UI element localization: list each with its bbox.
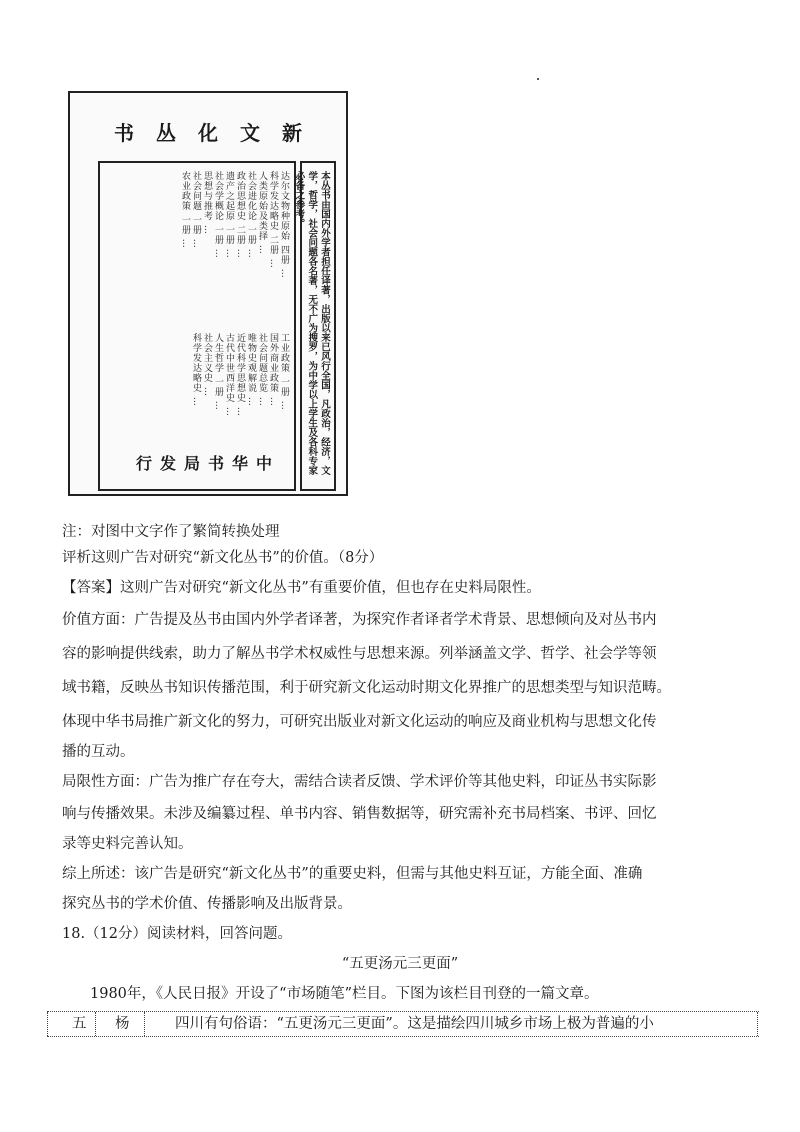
ad-book-entry: 社会进化论 一册 … bbox=[246, 171, 256, 259]
ad-book-entry: 唯物史观解说 … bbox=[246, 333, 256, 407]
ad-book-entry: 社会问题总览 … bbox=[257, 333, 267, 407]
ad-book-entry: 达尔文物种原始 四册 … bbox=[279, 171, 289, 279]
limit-line-1: 局限性方面：广告为推广存在夸大，需结合读者反馈、学术评价等其他史料，印证丛书实际影 bbox=[62, 774, 657, 790]
ad-title: 书丛化文新 bbox=[114, 121, 324, 145]
ad-book-list bbox=[98, 161, 296, 491]
value-line-5: 播的互动。 bbox=[62, 744, 135, 760]
value-line-1: 价值方面：广告提及丛书由国内外学者译著，为探究作者译者学术背景、思想倾向及对丛书内 bbox=[62, 612, 657, 628]
article-table-row bbox=[47, 1011, 759, 1037]
table-cell-3: 四川有句俗语：“五更汤元三更面”。这是描绘四川城乡市场上极为普遍的小 bbox=[175, 1016, 654, 1032]
material-title: “五更汤元三更面” bbox=[341, 956, 459, 972]
speck bbox=[537, 78, 539, 80]
table-cell-1: 五 bbox=[72, 1016, 87, 1032]
ad-book-entry: 科学发达略史 … bbox=[191, 333, 201, 407]
table-cell-2: 杨 bbox=[115, 1016, 130, 1032]
ad-book-entry: 遗产之起原 一册 … bbox=[224, 171, 234, 259]
ad-book-entry: 农业政策 一册 … bbox=[180, 171, 190, 249]
question-line: 评析这则广告对研究“新文化丛书”的价值。（8分） bbox=[62, 550, 384, 566]
ad-book-entry: 人生哲学 一册 … bbox=[213, 333, 223, 411]
ad-book-entry: 近代科学思想史 … bbox=[235, 333, 245, 417]
ad-book-entry: 科学发达略史 二册 … bbox=[268, 171, 278, 269]
material-intro: 1980年，《人民日报》开设了“市场随笔”栏目。下图为该栏目刊登的一篇文章。 bbox=[90, 986, 599, 1002]
value-line-2: 容的影响提供线索，助力了解丛书学术权威性与思想来源。列举涵盖文学、哲学、社会学等领 bbox=[62, 646, 657, 662]
ad-book-entry: 国外商业政策 … bbox=[268, 333, 278, 407]
value-line-3: 域书籍，反映丛书知识传播范围，利于研究新文化运动时期文化界推广的思想类型与知识范畴。 bbox=[62, 680, 671, 696]
ad-intro-text: 本丛书由国内外学者担任译著，出版以来已风行全国，凡政治，经济，文学，哲学，社会问题各名著，无不广为搜罗，为中学以上学生及各科专家必备之参考。 bbox=[293, 171, 330, 475]
note-line: 注：对图中文字作了繁简转换处理 bbox=[62, 524, 280, 540]
ad-intro-box bbox=[293, 161, 336, 491]
question-18: 18.（12分）阅读材料，回答问题。 bbox=[62, 926, 293, 942]
summary-line-2: 探究丛书的学术价值、传播影响及出版背景。 bbox=[62, 896, 352, 912]
summary-line-1: 综上所述：该广告是研究“新文化丛书”的重要史料，但需与其他史料互证，方能全面、准确 bbox=[62, 866, 643, 882]
ad-book-entry: 社会问题 一册 … bbox=[191, 171, 201, 249]
ad-book-entry: 政治思想史 二册 … bbox=[235, 171, 245, 259]
answer-line: 【答案】这则广告对研究“新文化丛书”有重要价值，但也存在史料局限性。 bbox=[62, 580, 541, 596]
ad-book-entry: 思想与推考 … bbox=[202, 171, 212, 235]
limit-line-3: 录等史料完善认知。 bbox=[62, 836, 193, 852]
ad-book-entry: 古代中世西洋史 … bbox=[224, 333, 234, 417]
ad-book-entry: 工业政策 一册 … bbox=[279, 333, 289, 411]
ad-book-entry: 社会主义史 … bbox=[202, 333, 212, 397]
ad-book-entry: 人类原始及类择 … bbox=[257, 171, 267, 255]
ad-publisher: 行发局书华中 bbox=[135, 454, 280, 473]
advertisement-image bbox=[68, 91, 348, 496]
value-line-4: 体现中华书局推广新文化的努力，可研究出版业对新文化运动的响应及商业机构与思想文化传 bbox=[62, 714, 657, 730]
limit-line-2: 响与传播效果。未涉及编纂过程、单书内容、销售数据等，研究需补充书局档案、书评、回忆 bbox=[62, 806, 657, 822]
ad-book-entry: 社会学概论 一册 … bbox=[213, 171, 223, 259]
